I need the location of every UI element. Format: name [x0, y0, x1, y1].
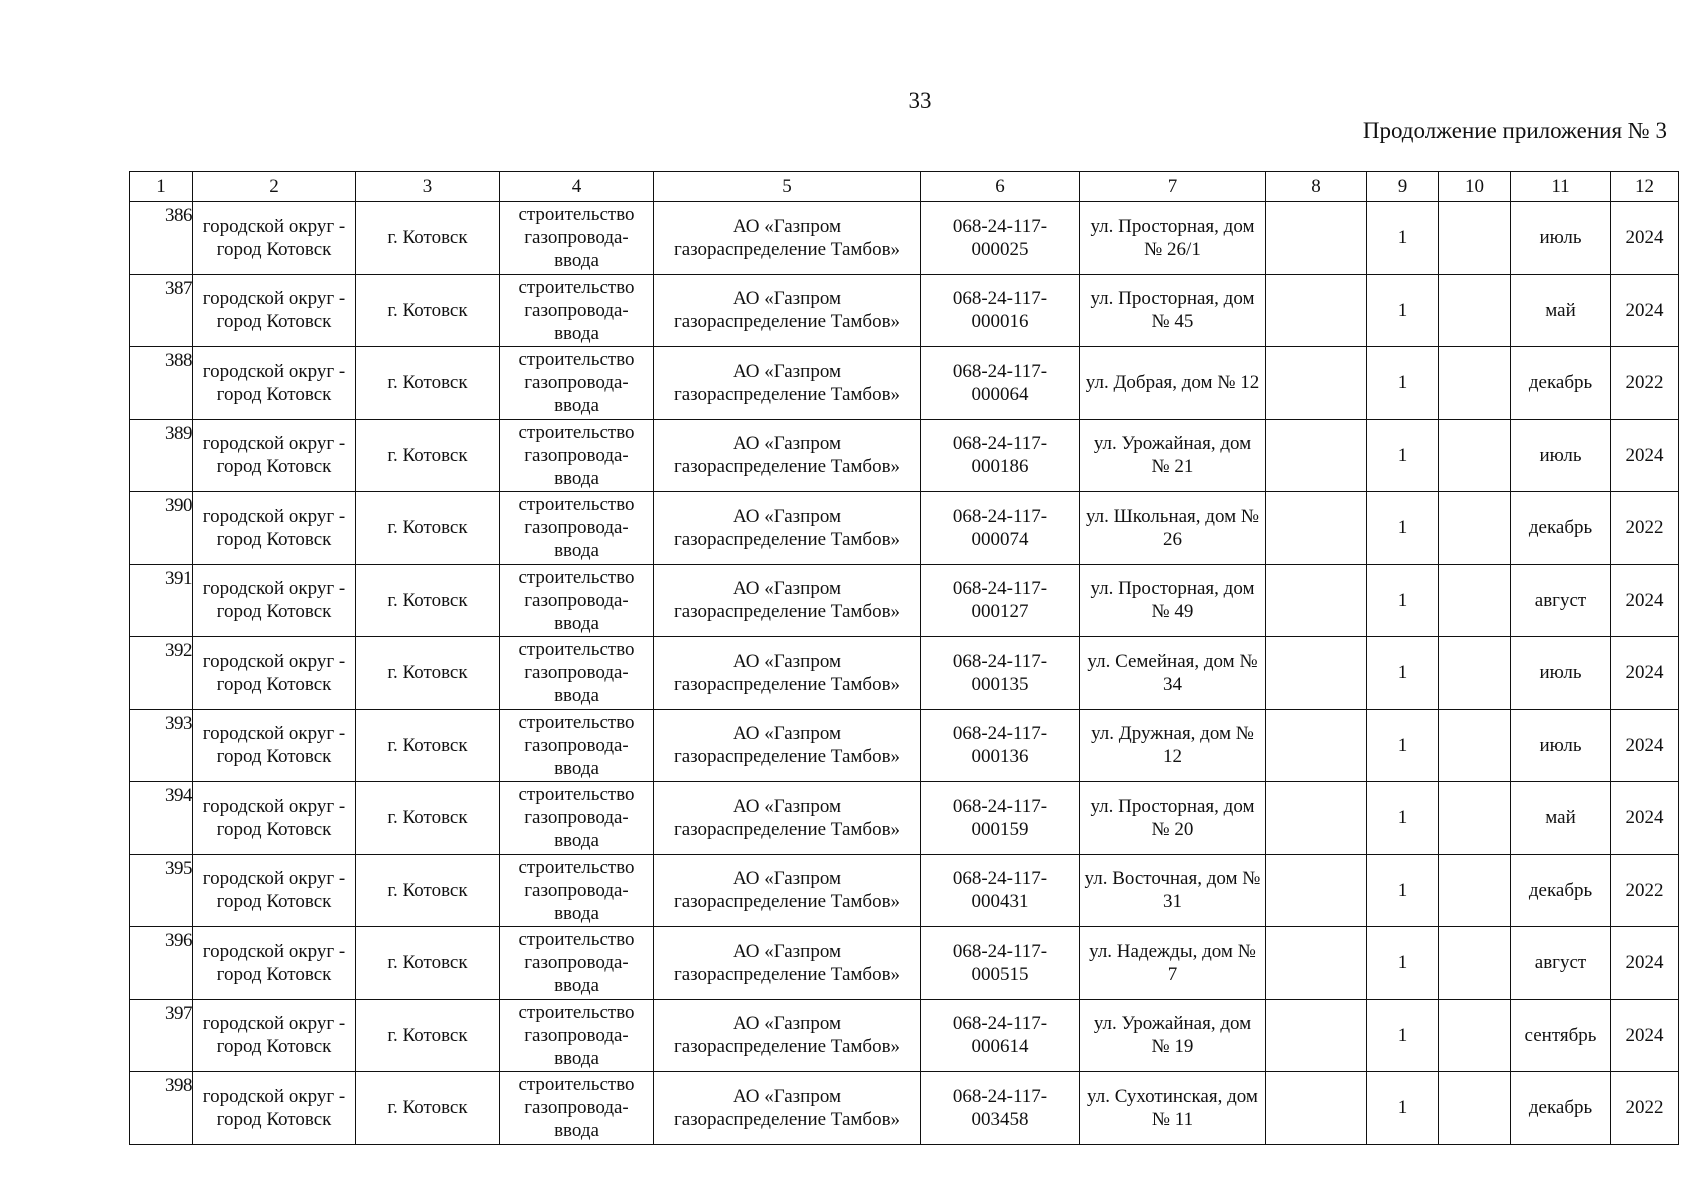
address-cell: ул. Надежды, дом № 7: [1080, 927, 1266, 1000]
table-row: [130, 419, 1679, 492]
organization-cell: АО «Газпром газораспределение Тамбов»: [654, 1072, 921, 1145]
quantity-cell: 1: [1367, 492, 1439, 565]
column-10-cell: [1439, 1072, 1511, 1145]
quantity-cell: 1: [1367, 927, 1439, 1000]
quantity-cell: 1: [1367, 854, 1439, 927]
work-type-cell: строительство газопровода-ввода: [500, 419, 654, 492]
month-cell: сентябрь: [1511, 999, 1611, 1072]
work-type-cell: строительство газопровода-ввода: [500, 782, 654, 855]
locality-cell: г. Котовск: [356, 1072, 500, 1145]
table-row: [130, 564, 1679, 637]
object-code-cell: 068-24-117-000186: [921, 419, 1080, 492]
district-cell: городской округ - город Котовск: [193, 419, 356, 492]
organization-cell: АО «Газпром газораспределение Тамбов»: [654, 927, 921, 1000]
object-code-cell: 068-24-117-000064: [921, 347, 1080, 420]
quantity-cell: 1: [1367, 999, 1439, 1072]
organization-cell: АО «Газпром газораспределение Тамбов»: [654, 274, 921, 347]
locality-cell: г. Котовск: [356, 202, 500, 275]
quantity-cell: 1: [1367, 709, 1439, 782]
address-cell: ул. Просторная, дом № 26/1: [1080, 202, 1266, 275]
district-cell: городской округ - город Котовск: [193, 709, 356, 782]
column-8-cell: [1266, 202, 1367, 275]
address-cell: ул. Добрая, дом № 12: [1080, 347, 1266, 420]
row-number-cell: 393: [130, 709, 193, 782]
month-cell: декабрь: [1511, 492, 1611, 565]
work-type-cell: строительство газопровода-ввода: [500, 492, 654, 565]
address-cell: ул. Урожайная, дом № 21: [1080, 419, 1266, 492]
column-header: 5: [654, 172, 921, 202]
year-cell: 2024: [1611, 274, 1679, 347]
district-cell: городской округ - город Котовск: [193, 999, 356, 1072]
district-cell: городской округ - город Котовск: [193, 782, 356, 855]
year-cell: 2024: [1611, 202, 1679, 275]
table-row: [130, 854, 1679, 927]
column-8-cell: [1266, 274, 1367, 347]
address-cell: ул. Урожайная, дом № 19: [1080, 999, 1266, 1072]
object-code-cell: 068-24-117-003458: [921, 1072, 1080, 1145]
year-cell: 2024: [1611, 709, 1679, 782]
district-cell: городской округ - город Котовск: [193, 637, 356, 710]
column-header: 6: [921, 172, 1080, 202]
column-header: 3: [356, 172, 500, 202]
month-cell: август: [1511, 564, 1611, 637]
month-cell: май: [1511, 782, 1611, 855]
column-10-cell: [1439, 274, 1511, 347]
column-10-cell: [1439, 709, 1511, 782]
table-row: [130, 347, 1679, 420]
address-cell: ул. Сухотинская, дом № 11: [1080, 1072, 1266, 1145]
year-cell: 2022: [1611, 492, 1679, 565]
organization-cell: АО «Газпром газораспределение Тамбов»: [654, 999, 921, 1072]
column-header: 1: [130, 172, 193, 202]
column-10-cell: [1439, 419, 1511, 492]
locality-cell: г. Котовск: [356, 274, 500, 347]
appendix-table: [129, 171, 1679, 1145]
row-number-cell: 389: [130, 419, 193, 492]
month-cell: декабрь: [1511, 854, 1611, 927]
locality-cell: г. Котовск: [356, 709, 500, 782]
month-cell: июль: [1511, 202, 1611, 275]
column-8-cell: [1266, 492, 1367, 565]
work-type-cell: строительство газопровода-ввода: [500, 564, 654, 637]
locality-cell: г. Котовск: [356, 564, 500, 637]
address-cell: ул. Семейная, дом № 34: [1080, 637, 1266, 710]
locality-cell: г. Котовск: [356, 637, 500, 710]
year-cell: 2024: [1611, 564, 1679, 637]
locality-cell: г. Котовск: [356, 419, 500, 492]
row-number-cell: 397: [130, 999, 193, 1072]
column-10-cell: [1439, 999, 1511, 1072]
page-number: 33: [908, 88, 932, 113]
column-10-cell: [1439, 202, 1511, 275]
month-cell: декабрь: [1511, 347, 1611, 420]
object-code-cell: 068-24-117-000614: [921, 999, 1080, 1072]
work-type-cell: строительство газопровода-ввода: [500, 274, 654, 347]
district-cell: городской округ - город Котовск: [193, 347, 356, 420]
column-10-cell: [1439, 564, 1511, 637]
object-code-cell: 068-24-117-000127: [921, 564, 1080, 637]
month-cell: декабрь: [1511, 1072, 1611, 1145]
year-cell: 2024: [1611, 419, 1679, 492]
table-row: [130, 782, 1679, 855]
work-type-cell: строительство газопровода-ввода: [500, 927, 654, 1000]
quantity-cell: 1: [1367, 637, 1439, 710]
work-type-cell: строительство газопровода-ввода: [500, 709, 654, 782]
month-cell: июль: [1511, 637, 1611, 710]
table-row: [130, 709, 1679, 782]
year-cell: 2022: [1611, 347, 1679, 420]
row-number-cell: 398: [130, 1072, 193, 1145]
work-type-cell: строительство газопровода-ввода: [500, 637, 654, 710]
organization-cell: АО «Газпром газораспределение Тамбов»: [654, 419, 921, 492]
column-8-cell: [1266, 419, 1367, 492]
quantity-cell: 1: [1367, 782, 1439, 855]
year-cell: 2024: [1611, 927, 1679, 1000]
column-8-cell: [1266, 927, 1367, 1000]
column-8-cell: [1266, 999, 1367, 1072]
table-row: [130, 1072, 1679, 1145]
object-code-cell: 068-24-117-000016: [921, 274, 1080, 347]
row-number-cell: 388: [130, 347, 193, 420]
quantity-cell: 1: [1367, 202, 1439, 275]
object-code-cell: 068-24-117-000159: [921, 782, 1080, 855]
table-row: [130, 202, 1679, 275]
year-cell: 2022: [1611, 854, 1679, 927]
work-type-cell: строительство газопровода-ввода: [500, 999, 654, 1072]
object-code-cell: 068-24-117-000135: [921, 637, 1080, 710]
organization-cell: АО «Газпром газораспределение Тамбов»: [654, 637, 921, 710]
column-8-cell: [1266, 564, 1367, 637]
district-cell: городской округ - город Котовск: [193, 1072, 356, 1145]
row-number-cell: 394: [130, 782, 193, 855]
work-type-cell: строительство газопровода-ввода: [500, 202, 654, 275]
district-cell: городской округ - город Котовск: [193, 927, 356, 1000]
work-type-cell: строительство газопровода-ввода: [500, 347, 654, 420]
address-cell: ул. Просторная, дом № 49: [1080, 564, 1266, 637]
table-row: [130, 927, 1679, 1000]
organization-cell: АО «Газпром газораспределение Тамбов»: [654, 854, 921, 927]
month-cell: август: [1511, 927, 1611, 1000]
table-row: [130, 492, 1679, 565]
table-row: [130, 999, 1679, 1072]
column-header: 2: [193, 172, 356, 202]
row-number-cell: 387: [130, 274, 193, 347]
row-number-cell: 386: [130, 202, 193, 275]
column-10-cell: [1439, 347, 1511, 420]
object-code-cell: 068-24-117-000136: [921, 709, 1080, 782]
column-10-cell: [1439, 782, 1511, 855]
column-8-cell: [1266, 1072, 1367, 1145]
row-number-cell: 396: [130, 927, 193, 1000]
month-cell: май: [1511, 274, 1611, 347]
address-cell: ул. Восточная, дом № 31: [1080, 854, 1266, 927]
locality-cell: г. Котовск: [356, 854, 500, 927]
continuation-label: Продолжение приложения № 3: [1362, 118, 1667, 143]
quantity-cell: 1: [1367, 274, 1439, 347]
column-header: 12: [1611, 172, 1679, 202]
locality-cell: г. Котовск: [356, 782, 500, 855]
column-8-cell: [1266, 347, 1367, 420]
district-cell: городской округ - город Котовск: [193, 202, 356, 275]
column-8-cell: [1266, 854, 1367, 927]
organization-cell: АО «Газпром газораспределение Тамбов»: [654, 492, 921, 565]
organization-cell: АО «Газпром газораспределение Тамбов»: [654, 564, 921, 637]
year-cell: 2024: [1611, 782, 1679, 855]
month-cell: июль: [1511, 709, 1611, 782]
column-header: 10: [1439, 172, 1511, 202]
quantity-cell: 1: [1367, 564, 1439, 637]
row-number-cell: 390: [130, 492, 193, 565]
row-number-cell: 392: [130, 637, 193, 710]
organization-cell: АО «Газпром газораспределение Тамбов»: [654, 202, 921, 275]
column-10-cell: [1439, 492, 1511, 565]
column-10-cell: [1439, 637, 1511, 710]
object-code-cell: 068-24-117-000431: [921, 854, 1080, 927]
column-8-cell: [1266, 637, 1367, 710]
address-cell: ул. Просторная, дом № 45: [1080, 274, 1266, 347]
organization-cell: АО «Газпром газораспределение Тамбов»: [654, 709, 921, 782]
column-header: 11: [1511, 172, 1611, 202]
work-type-cell: строительство газопровода-ввода: [500, 1072, 654, 1145]
table-row: [130, 274, 1679, 347]
table-body: [130, 172, 1679, 1145]
locality-cell: г. Котовск: [356, 927, 500, 1000]
district-cell: городской округ - город Котовск: [193, 854, 356, 927]
column-10-cell: [1439, 854, 1511, 927]
row-number-cell: 391: [130, 564, 193, 637]
district-cell: городской округ - город Котовск: [193, 492, 356, 565]
year-cell: 2024: [1611, 637, 1679, 710]
column-8-cell: [1266, 782, 1367, 855]
row-number-cell: 395: [130, 854, 193, 927]
locality-cell: г. Котовск: [356, 492, 500, 565]
address-cell: ул. Просторная, дом № 20: [1080, 782, 1266, 855]
quantity-cell: 1: [1367, 347, 1439, 420]
table-header-row: [130, 172, 1679, 202]
work-type-cell: строительство газопровода-ввода: [500, 854, 654, 927]
column-header: 8: [1266, 172, 1367, 202]
object-code-cell: 068-24-117-000074: [921, 492, 1080, 565]
table-row: [130, 637, 1679, 710]
address-cell: ул. Дружная, дом № 12: [1080, 709, 1266, 782]
column-header: 7: [1080, 172, 1266, 202]
locality-cell: г. Котовск: [356, 999, 500, 1072]
district-cell: городской округ - город Котовск: [193, 274, 356, 347]
locality-cell: г. Котовск: [356, 347, 500, 420]
month-cell: июль: [1511, 419, 1611, 492]
column-header: 4: [500, 172, 654, 202]
district-cell: городской округ - город Котовск: [193, 564, 356, 637]
column-10-cell: [1439, 927, 1511, 1000]
year-cell: 2022: [1611, 1072, 1679, 1145]
organization-cell: АО «Газпром газораспределение Тамбов»: [654, 347, 921, 420]
quantity-cell: 1: [1367, 419, 1439, 492]
organization-cell: АО «Газпром газораспределение Тамбов»: [654, 782, 921, 855]
object-code-cell: 068-24-117-000025: [921, 202, 1080, 275]
quantity-cell: 1: [1367, 1072, 1439, 1145]
object-code-cell: 068-24-117-000515: [921, 927, 1080, 1000]
address-cell: ул. Школьная, дом № 26: [1080, 492, 1266, 565]
column-header: 9: [1367, 172, 1439, 202]
column-8-cell: [1266, 709, 1367, 782]
year-cell: 2024: [1611, 999, 1679, 1072]
